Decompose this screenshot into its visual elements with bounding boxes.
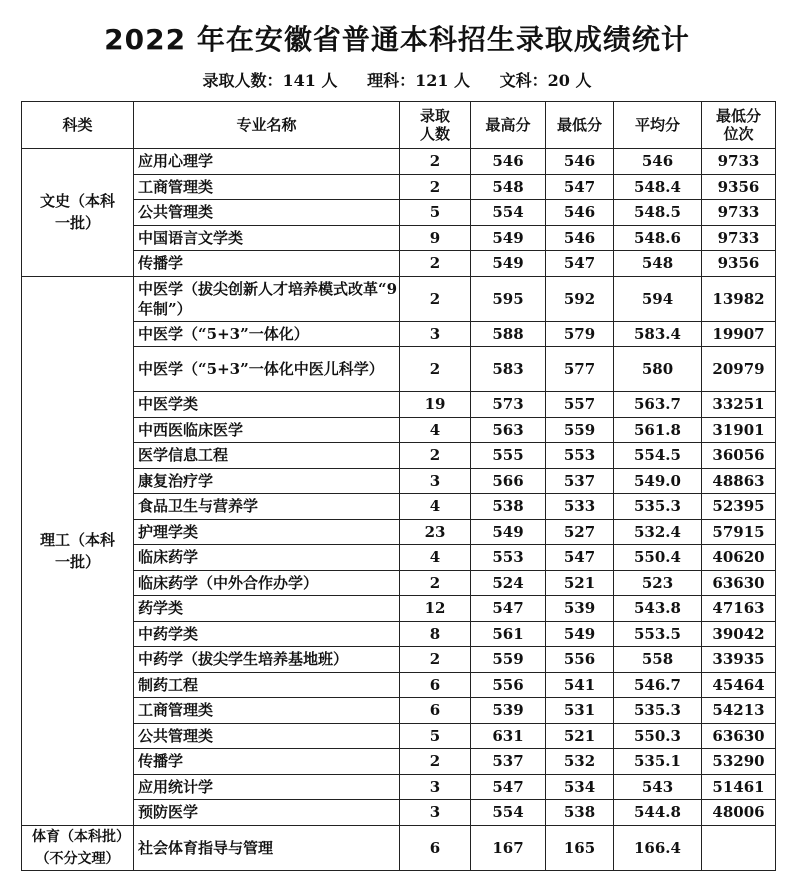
min-cell: 539 xyxy=(546,596,614,622)
header-category: 科类 xyxy=(22,102,134,149)
max-cell: 563 xyxy=(471,417,546,443)
name-cell: 药学类 xyxy=(134,596,400,622)
rank-cell: 36056 xyxy=(702,443,776,469)
name-cell: 食品卫生与营养学 xyxy=(134,494,400,520)
count-cell: 2 xyxy=(400,251,471,277)
name-cell: 中国语言文学类 xyxy=(134,225,400,251)
category-cell: 体育（本科批）（不分文理） xyxy=(22,825,134,870)
name-cell: 应用统计学 xyxy=(134,774,400,800)
count-cell: 19 xyxy=(400,392,471,418)
avg-cell: 548.6 xyxy=(614,225,702,251)
count-cell: 2 xyxy=(400,174,471,200)
avg-cell: 558 xyxy=(614,647,702,673)
avg-cell: 546.7 xyxy=(614,672,702,698)
header-count: 录取人数 xyxy=(400,102,471,149)
name-cell: 制药工程 xyxy=(134,672,400,698)
avg-cell: 549.0 xyxy=(614,468,702,494)
min-cell: 556 xyxy=(546,647,614,673)
name-cell: 医学信息工程 xyxy=(134,443,400,469)
rank-cell: 9733 xyxy=(702,200,776,226)
max-cell: 546 xyxy=(471,149,546,175)
min-cell: 531 xyxy=(546,698,614,724)
rank-cell: 40620 xyxy=(702,545,776,571)
summary-arts: 文科：20 人 xyxy=(499,71,592,90)
count-cell: 2 xyxy=(400,749,471,775)
name-cell: 工商管理类 xyxy=(134,698,400,724)
rank-cell: 54213 xyxy=(702,698,776,724)
min-cell: 521 xyxy=(546,723,614,749)
summary-line xyxy=(0,68,794,91)
min-cell: 577 xyxy=(546,347,614,392)
rank-cell: 57915 xyxy=(702,519,776,545)
rank-cell xyxy=(702,825,776,870)
count-cell: 2 xyxy=(400,347,471,392)
min-cell: 547 xyxy=(546,545,614,571)
avg-cell: 548.4 xyxy=(614,174,702,200)
name-cell: 临床药学 xyxy=(134,545,400,571)
avg-cell: 548.5 xyxy=(614,200,702,226)
max-cell: 561 xyxy=(471,621,546,647)
count-cell: 3 xyxy=(400,774,471,800)
min-cell: 521 xyxy=(546,570,614,596)
table-row xyxy=(22,321,776,347)
table-row xyxy=(22,723,776,749)
max-cell: 539 xyxy=(471,698,546,724)
name-cell: 公共管理类 xyxy=(134,200,400,226)
max-cell: 555 xyxy=(471,443,546,469)
table-row xyxy=(22,251,776,277)
max-cell: 554 xyxy=(471,800,546,826)
count-cell: 5 xyxy=(400,723,471,749)
table-row xyxy=(22,276,776,321)
avg-cell: 553.5 xyxy=(614,621,702,647)
max-cell: 556 xyxy=(471,672,546,698)
min-cell: 165 xyxy=(546,825,614,870)
summary-science: 理科：121 人 xyxy=(367,71,471,90)
rank-cell: 9356 xyxy=(702,174,776,200)
rank-cell: 39042 xyxy=(702,621,776,647)
table-row xyxy=(22,417,776,443)
header-rank: 最低分位次 xyxy=(702,102,776,149)
name-cell: 护理学类 xyxy=(134,519,400,545)
min-cell: 553 xyxy=(546,443,614,469)
min-cell: 547 xyxy=(546,174,614,200)
max-cell: 549 xyxy=(471,519,546,545)
table-row xyxy=(22,800,776,826)
rank-cell: 48006 xyxy=(702,800,776,826)
avg-cell: 550.3 xyxy=(614,723,702,749)
rank-cell: 33935 xyxy=(702,647,776,673)
max-cell: 566 xyxy=(471,468,546,494)
avg-cell: 583.4 xyxy=(614,321,702,347)
rank-cell: 20979 xyxy=(702,347,776,392)
count-cell: 2 xyxy=(400,443,471,469)
avg-cell: 580 xyxy=(614,347,702,392)
rank-cell: 13982 xyxy=(702,276,776,321)
table-body xyxy=(22,149,776,871)
table-row xyxy=(22,570,776,596)
max-cell: 524 xyxy=(471,570,546,596)
min-cell: 532 xyxy=(546,749,614,775)
rank-cell: 52395 xyxy=(702,494,776,520)
avg-cell: 543.8 xyxy=(614,596,702,622)
name-cell: 公共管理类 xyxy=(134,723,400,749)
min-cell: 547 xyxy=(546,251,614,277)
max-cell: 548 xyxy=(471,174,546,200)
rank-cell: 53290 xyxy=(702,749,776,775)
count-cell: 6 xyxy=(400,825,471,870)
page-title: 2022 年在安徽省普通本科招生录取成绩统计 xyxy=(104,23,690,56)
avg-cell: 535.3 xyxy=(614,698,702,724)
header-avg: 平均分 xyxy=(614,102,702,149)
rank-cell: 33251 xyxy=(702,392,776,418)
count-cell: 8 xyxy=(400,621,471,647)
name-cell: 预防医学 xyxy=(134,800,400,826)
table-row xyxy=(22,698,776,724)
name-cell: 临床药学（中外合作办学） xyxy=(134,570,400,596)
summary-total: 录取人数：141 人 xyxy=(202,71,338,90)
min-cell: 537 xyxy=(546,468,614,494)
rank-cell: 9733 xyxy=(702,225,776,251)
table-row xyxy=(22,392,776,418)
table-row xyxy=(22,225,776,251)
max-cell: 588 xyxy=(471,321,546,347)
max-cell: 573 xyxy=(471,392,546,418)
max-cell: 554 xyxy=(471,200,546,226)
count-cell: 4 xyxy=(400,545,471,571)
avg-cell: 546 xyxy=(614,149,702,175)
table-row xyxy=(22,647,776,673)
max-cell: 547 xyxy=(471,774,546,800)
min-cell: 533 xyxy=(546,494,614,520)
avg-cell: 535.3 xyxy=(614,494,702,520)
table-row xyxy=(22,519,776,545)
min-cell: 559 xyxy=(546,417,614,443)
table-row xyxy=(22,545,776,571)
count-cell: 2 xyxy=(400,570,471,596)
count-cell: 6 xyxy=(400,672,471,698)
min-cell: 549 xyxy=(546,621,614,647)
table-row xyxy=(22,174,776,200)
table-row xyxy=(22,596,776,622)
name-cell: 中医学（拔尖创新人才培养模式改革“9 年制”） xyxy=(134,276,400,321)
count-cell: 2 xyxy=(400,276,471,321)
max-cell: 549 xyxy=(471,251,546,277)
name-cell: 中医学（“5+3”一体化） xyxy=(134,321,400,347)
avg-cell: 166.4 xyxy=(614,825,702,870)
count-cell: 4 xyxy=(400,417,471,443)
name-cell: 传播学 xyxy=(134,251,400,277)
max-cell: 583 xyxy=(471,347,546,392)
rank-cell: 63630 xyxy=(702,723,776,749)
min-cell: 546 xyxy=(546,200,614,226)
table-row xyxy=(22,347,776,392)
max-cell: 631 xyxy=(471,723,546,749)
max-cell: 167 xyxy=(471,825,546,870)
count-cell: 2 xyxy=(400,149,471,175)
table-row xyxy=(22,621,776,647)
rank-cell: 9733 xyxy=(702,149,776,175)
category-cell: 文史（本科一批） xyxy=(22,149,134,277)
min-cell: 534 xyxy=(546,774,614,800)
rank-cell: 45464 xyxy=(702,672,776,698)
avg-cell: 523 xyxy=(614,570,702,596)
max-cell: 538 xyxy=(471,494,546,520)
min-cell: 592 xyxy=(546,276,614,321)
avg-cell: 543 xyxy=(614,774,702,800)
name-cell: 中西医临床医学 xyxy=(134,417,400,443)
min-cell: 546 xyxy=(546,225,614,251)
count-cell: 23 xyxy=(400,519,471,545)
name-cell: 社会体育指导与管理 xyxy=(134,825,400,870)
count-cell: 6 xyxy=(400,698,471,724)
min-cell: 538 xyxy=(546,800,614,826)
table-row xyxy=(22,825,776,870)
max-cell: 595 xyxy=(471,276,546,321)
name-cell: 中药学类 xyxy=(134,621,400,647)
header-row xyxy=(22,102,776,149)
count-cell: 3 xyxy=(400,468,471,494)
table-row xyxy=(22,149,776,175)
min-cell: 546 xyxy=(546,149,614,175)
name-cell: 工商管理类 xyxy=(134,174,400,200)
name-cell: 康复治疗学 xyxy=(134,468,400,494)
min-cell: 557 xyxy=(546,392,614,418)
name-cell: 中医学（“5+3”一体化中医儿科学） xyxy=(134,347,400,392)
rank-cell: 63630 xyxy=(702,570,776,596)
rank-cell: 31901 xyxy=(702,417,776,443)
max-cell: 537 xyxy=(471,749,546,775)
table-row xyxy=(22,774,776,800)
count-cell: 9 xyxy=(400,225,471,251)
table-row xyxy=(22,468,776,494)
avg-cell: 544.8 xyxy=(614,800,702,826)
admission-table xyxy=(21,101,776,871)
min-cell: 579 xyxy=(546,321,614,347)
max-cell: 553 xyxy=(471,545,546,571)
rank-cell: 51461 xyxy=(702,774,776,800)
count-cell: 3 xyxy=(400,321,471,347)
max-cell: 559 xyxy=(471,647,546,673)
rank-cell: 9356 xyxy=(702,251,776,277)
count-cell: 4 xyxy=(400,494,471,520)
table-row xyxy=(22,672,776,698)
max-cell: 549 xyxy=(471,225,546,251)
header-major: 专业名称 xyxy=(134,102,400,149)
avg-cell: 532.4 xyxy=(614,519,702,545)
avg-cell: 550.4 xyxy=(614,545,702,571)
rank-cell: 48863 xyxy=(702,468,776,494)
category-cell: 理工（本科一批） xyxy=(22,276,134,825)
avg-cell: 561.8 xyxy=(614,417,702,443)
name-cell: 应用心理学 xyxy=(134,149,400,175)
name-cell: 传播学 xyxy=(134,749,400,775)
table-row xyxy=(22,443,776,469)
name-cell: 中药学（拔尖学生培养基地班） xyxy=(134,647,400,673)
min-cell: 527 xyxy=(546,519,614,545)
avg-cell: 594 xyxy=(614,276,702,321)
rank-cell: 47163 xyxy=(702,596,776,622)
count-cell: 2 xyxy=(400,647,471,673)
max-cell: 547 xyxy=(471,596,546,622)
avg-cell: 563.7 xyxy=(614,392,702,418)
min-cell: 541 xyxy=(546,672,614,698)
avg-cell: 554.5 xyxy=(614,443,702,469)
header-max: 最高分 xyxy=(471,102,546,149)
header-min: 最低分 xyxy=(546,102,614,149)
avg-cell: 535.1 xyxy=(614,749,702,775)
name-cell: 中医学类 xyxy=(134,392,400,418)
count-cell: 5 xyxy=(400,200,471,226)
count-cell: 3 xyxy=(400,800,471,826)
rank-cell: 19907 xyxy=(702,321,776,347)
table-row xyxy=(22,200,776,226)
table-row xyxy=(22,494,776,520)
avg-cell: 548 xyxy=(614,251,702,277)
count-cell: 12 xyxy=(400,596,471,622)
table-row xyxy=(22,749,776,775)
